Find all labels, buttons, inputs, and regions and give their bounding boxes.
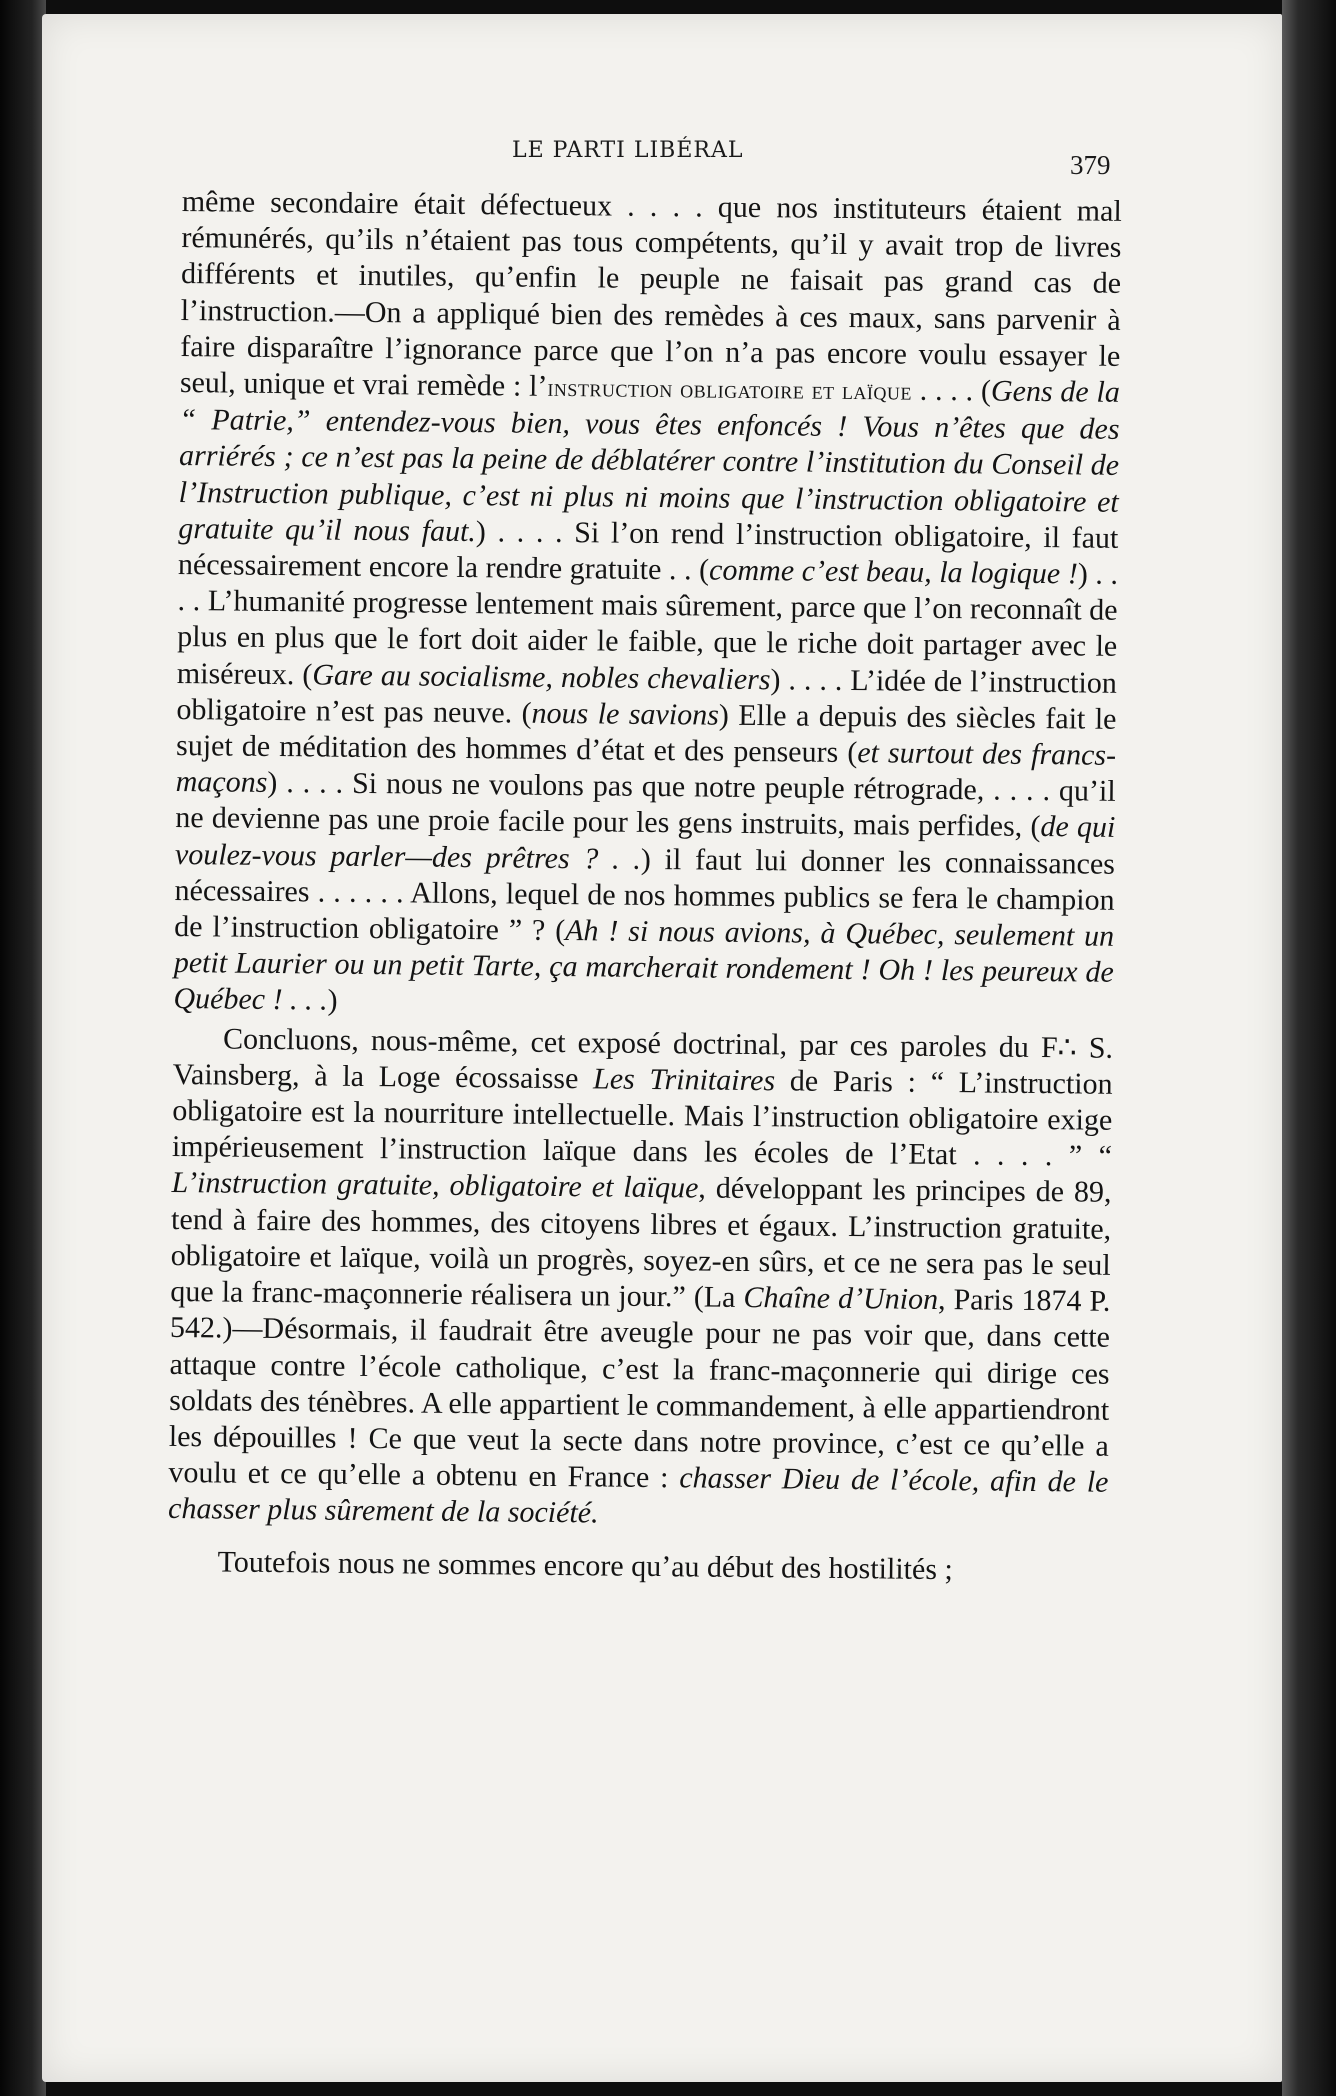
italic-run: chasser Dieu de l’école, afin de le chasser plus sûrement de la société. [167, 1461, 1109, 1530]
text-run: . . . . ( [911, 373, 992, 408]
italic-run: L’instruction gratuite, obligatoire et laïque [171, 1166, 699, 1205]
body-text [167, 184, 1122, 1589]
text-run: ) [327, 984, 338, 1018]
italic-run: nous le savions [531, 696, 720, 732]
scan-right-margin [1282, 0, 1336, 2096]
running-head: LE PARTI LIBÉRAL [512, 138, 744, 163]
text-run: ) . . . . Si nous ne voulons pas que notre peuple rétrograde, . . . . qu’il ne devienne pas une proie facile pour les gens instruits, mais perfides, ( [175, 766, 1116, 844]
text-run: ) Elle a depuis des siècles fait le sujet de méditation des hommes d’état et des penseurs ( [175, 698, 1117, 770]
text-run: ) . . . . L’humanité progresse lentement mais sûrement, parce que l’on reconnaît de plus en plus que le fort doit aider le faible, que le riche doit partager avec le miséreux. ( [176, 557, 1119, 692]
italic-run: comme c’est beau, la logique ! [708, 553, 1078, 591]
text-run: même secondaire était défectueux . . . . que nos instituteurs étaient mal rémunérés, qu’ils n’étaient pas tous compétents, qu’il y avait trop de livres différents et inutiles, qu’enfin le peuple ne faisait pas grand cas de l’instruction.—On a appliqué bien des remèdes à ces maux, sans parvenir à faire disparaître l’ignorance parce que l’on n’a pas encore voulu essayer le seul, unique et vrai remède : l’ [179, 184, 1122, 403]
scan-left-margin [0, 0, 46, 2096]
text-run: Toutefois nous ne sommes encore qu’au début des hostilités ; [217, 1544, 953, 1586]
italic-run: Gens de la “ Patrie,” entendez-vous bien, vous êtes enfoncés ! Vous n’êtes que des arriérés ; ce n’est pas la peine de déblatérer contre l’institution du Conseil de l’Instruction publique, c’est ni plus ni moins que l’instruction obligatoire et gratuite qu’il nous faut. [178, 374, 1121, 548]
italic-run: Ah ! si nous avions, à Québec, seulement un petit Laurier ou un petit Tarte, ça marcherait rondement ! Oh ! les peureux de Québec ! . . . [173, 914, 1115, 1018]
text-run: de Paris : “ L’instruction obligatoire est la nourriture intellectuelle. Mais l’instruction obligatoire exige impérieusement l’instruction laïque dans les écoles de l’Etat . . . . ” “ [171, 1064, 1113, 1174]
paragraph-2 [168, 1021, 1113, 1538]
italic-run: Gare au socialisme, nobles chevaliers [312, 658, 771, 696]
paragraph-1 [173, 184, 1122, 1027]
text-run: Concluons, nous-même, cet exposé doctrinal, par ces paroles du F∴ S. Vainsberg, à la Loge écossaisse [172, 1022, 1114, 1096]
page-number: 379 [1070, 150, 1111, 180]
italic-run: Chaîne d’Union [743, 1281, 939, 1317]
paragraph-3 [167, 1543, 1107, 1589]
italic-run: Les Trinitaires [592, 1062, 776, 1098]
text-run: ) il faut lui donner les connaissances nécessaires . . . . . . Allons, lequel de nos hommes publics se fera le champion de l’instruction obligatoire ” ? ( [174, 842, 1116, 948]
small-caps-run: instruction obligatoire et laïque [547, 372, 913, 406]
italic-run: et surtout des francs-maçons [175, 736, 1117, 800]
text-run: , Paris 1874 P. 542.)—Désormais, il faudrait être aveugle pour ne pas voir que, dans cette attaque contre l’école catholique, c’est la franc-maçonnerie qui dirige ces soldats des ténèbres. A elle appartient le commandement, à elle appartiendront les dépouilles ! Ce que veut la secte dans notre province, c’est ce qu’elle a voulu et ce qu’elle a obtenu en France : [168, 1283, 1111, 1495]
page-header [42, 128, 1282, 180]
text-run: , développant les principes de 89, tend à faire des hommes, des citoyens libres et égaux. L’instruction gratuite, obligatoire et laïque, voilà un progrès, soyez-en sûrs, et ce ne sera pas le seul que la franc-maçonnerie réalisera un jour.” (La [170, 1171, 1112, 1315]
text-run: ) . . . . L’idée de l’instruction obligatoire n’est pas neuve. ( [176, 662, 1117, 730]
text-run: ) . . . . Si l’on rend l’instruction obligatoire, il faut nécessairement encore la rendre gratuite . . ( [177, 514, 1119, 587]
italic-run: de qui voulez-vous parler—des prêtres ? . . [174, 810, 1116, 876]
book-page [42, 14, 1282, 2082]
